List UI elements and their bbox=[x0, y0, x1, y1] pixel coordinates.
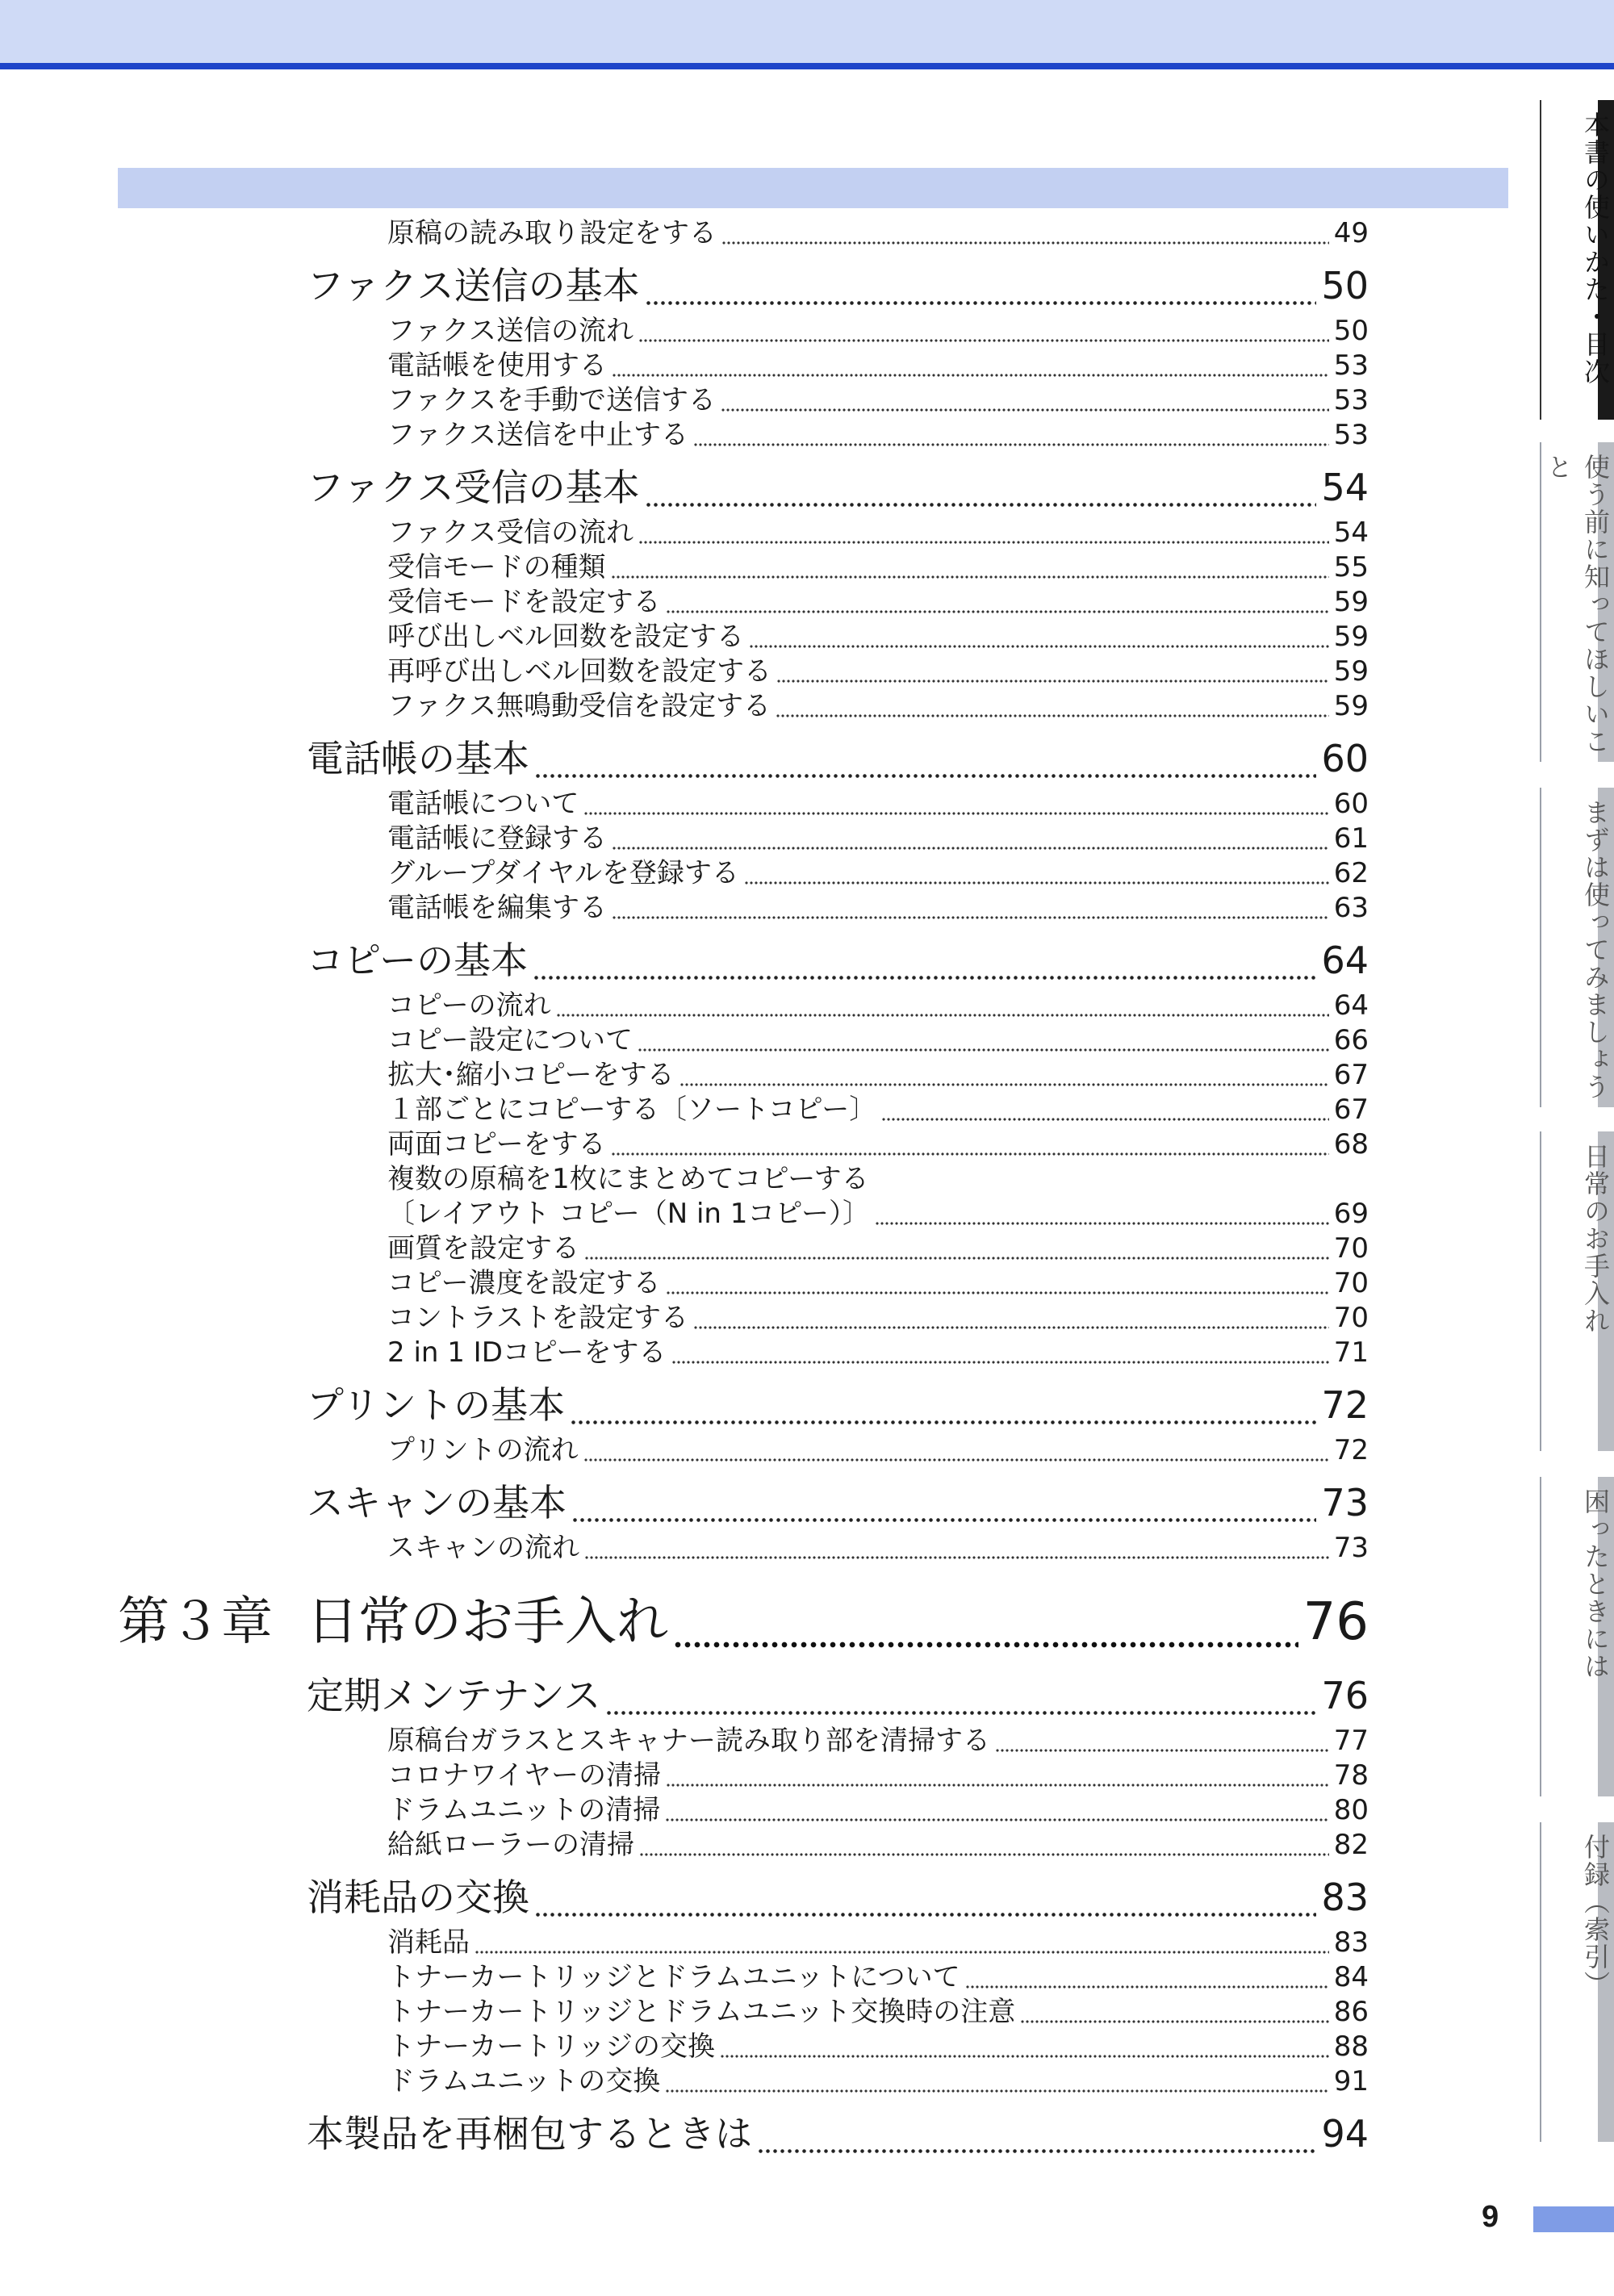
side-tab-label: 日常のお手入れ bbox=[1580, 1143, 1611, 1335]
toc-entry-sec[interactable] bbox=[118, 730, 1369, 787]
dot-leader bbox=[693, 1303, 1329, 1330]
top-accent-line bbox=[0, 63, 1614, 69]
toc-entry-sub[interactable] bbox=[118, 1266, 1369, 1301]
dot-leader bbox=[534, 742, 1316, 780]
toc-entry-page: 49 bbox=[1333, 217, 1369, 249]
toc-entry-page: 76 bbox=[1321, 1674, 1369, 1717]
toc-entry-sub[interactable] bbox=[118, 1828, 1369, 1863]
toc-entry-page: 60 bbox=[1333, 788, 1369, 820]
toc-entry-page: 80 bbox=[1333, 1794, 1369, 1826]
toc-entry-title: コピーの流れ bbox=[387, 989, 551, 1022]
toc-entry-sub[interactable] bbox=[118, 349, 1369, 383]
toc-entry-sub[interactable] bbox=[118, 1023, 1369, 1058]
side-tab[interactable] bbox=[1540, 442, 1614, 762]
toc-entry-title: 電話帳を編集する bbox=[387, 892, 607, 924]
toc-entry-page: 53 bbox=[1333, 384, 1369, 416]
toc-entry-page: 91 bbox=[1333, 2065, 1369, 2097]
toc-entry-title: ドラムユニットの清掃 bbox=[387, 1794, 661, 1826]
dot-leader bbox=[666, 1268, 1329, 1295]
toc-entry-sec[interactable] bbox=[118, 932, 1369, 989]
toc-entry-page: 62 bbox=[1333, 857, 1369, 889]
toc-entry-chap[interactable] bbox=[118, 1583, 1369, 1661]
toc-entry-page: 64 bbox=[1321, 939, 1369, 982]
toc-entry-page: 61 bbox=[1333, 822, 1369, 855]
toc-entry-sec[interactable] bbox=[118, 1869, 1369, 1926]
top-band bbox=[0, 0, 1614, 65]
toc-entry-sub[interactable] bbox=[118, 620, 1369, 655]
toc-entry-title: ドラムユニットの交換 bbox=[387, 2065, 661, 2097]
toc-entry-title: トナーカートリッジとドラムユニットについて bbox=[387, 1961, 960, 1993]
toc-entry-sub[interactable] bbox=[118, 2064, 1369, 2099]
toc-entry-title: 電話帳の基本 bbox=[307, 737, 529, 780]
dot-leader bbox=[570, 1389, 1316, 1426]
toc-entry-page: 71 bbox=[1333, 1336, 1369, 1369]
toc-entry-sub[interactable] bbox=[118, 655, 1369, 689]
toc-entry-sub[interactable] bbox=[118, 1793, 1369, 1828]
dot-leader bbox=[612, 823, 1329, 851]
chapter-number: 第３章 bbox=[118, 1592, 273, 1652]
toc-entry-sub[interactable] bbox=[118, 2030, 1369, 2064]
dot-leader bbox=[881, 1094, 1329, 1122]
dot-leader bbox=[584, 1533, 1329, 1560]
dot-leader bbox=[671, 1337, 1329, 1365]
toc-entry-page: 78 bbox=[1333, 1759, 1369, 1792]
toc-entry-title: コピー設定について bbox=[387, 1024, 633, 1056]
toc-entry-sub[interactable] bbox=[118, 1995, 1369, 2030]
toc-entry-title: グループダイヤルを登録する bbox=[387, 857, 739, 889]
toc-entry-page: 59 bbox=[1333, 690, 1369, 722]
toc-entry-sub[interactable] bbox=[118, 550, 1369, 585]
toc-entry-sub[interactable] bbox=[118, 1232, 1369, 1266]
dot-leader bbox=[638, 517, 1329, 545]
side-tab[interactable] bbox=[1540, 1822, 1614, 2142]
dot-leader bbox=[534, 1881, 1316, 1918]
toc-entry-title: プリントの基本 bbox=[307, 1383, 566, 1427]
toc-entry-sub[interactable] bbox=[118, 585, 1369, 620]
dot-leader bbox=[645, 270, 1317, 307]
dot-leader bbox=[749, 621, 1329, 649]
toc-entry-page: 77 bbox=[1333, 1725, 1369, 1757]
dot-leader bbox=[721, 385, 1329, 412]
dot-leader bbox=[645, 471, 1317, 508]
toc-entry-title: コピー濃度を設定する bbox=[387, 1267, 661, 1299]
toc-entry-sub[interactable] bbox=[118, 856, 1369, 891]
toc-entry-sub[interactable] bbox=[118, 314, 1369, 349]
toc-entry-page: 67 bbox=[1333, 1094, 1369, 1126]
toc-entry-title: プリントの流れ bbox=[387, 1434, 579, 1466]
toc-entry-sub[interactable] bbox=[118, 1336, 1369, 1370]
toc-entry-sub[interactable] bbox=[118, 1960, 1369, 1995]
toc-entry-page: 53 bbox=[1333, 419, 1369, 451]
toc-entry-sub[interactable] bbox=[118, 516, 1369, 550]
toc-entry-sub[interactable] bbox=[118, 689, 1369, 724]
dot-leader bbox=[744, 858, 1329, 885]
toc-entry-page: 54 bbox=[1321, 466, 1369, 509]
dot-leader bbox=[693, 420, 1329, 447]
toc-entry-title: ファクスを手動で送信する bbox=[387, 384, 716, 416]
toc-entry-sec[interactable] bbox=[118, 1377, 1369, 1433]
toc-entry-page: 68 bbox=[1333, 1128, 1369, 1161]
toc-entry-title: 本製品を再梱包するときは bbox=[307, 2112, 752, 2156]
side-tab[interactable] bbox=[1540, 1477, 1614, 1796]
dot-leader bbox=[995, 1725, 1329, 1753]
toc-entry-page: 94 bbox=[1321, 2112, 1369, 2156]
toc-entry-page: 76 bbox=[1302, 1592, 1369, 1652]
toc-entry-title: スキャンの流れ bbox=[387, 1532, 579, 1564]
dot-leader bbox=[571, 1487, 1316, 1524]
toc-entry-sec[interactable] bbox=[118, 1474, 1369, 1531]
toc-entry-page: 72 bbox=[1321, 1383, 1369, 1427]
toc-entry-title: 電話帳について bbox=[387, 788, 579, 820]
toc-entry-sub[interactable] bbox=[118, 1531, 1369, 1566]
toc-entry-title: 消耗品の交換 bbox=[307, 1876, 529, 1919]
toc-entry-sub[interactable] bbox=[118, 418, 1369, 453]
toc-entry-sec[interactable] bbox=[118, 257, 1369, 314]
dot-leader bbox=[875, 1198, 1329, 1226]
toc-entry-title: 電話帳を使用する bbox=[387, 349, 607, 382]
page-number: 9 bbox=[1482, 2200, 1499, 2234]
dot-leader bbox=[612, 893, 1329, 920]
toc-entry-sub[interactable] bbox=[118, 383, 1369, 418]
dot-leader bbox=[965, 1962, 1329, 1989]
toc-entry-sub[interactable] bbox=[118, 1724, 1369, 1759]
toc-entry-title: 原稿台ガラスとスキャナー読み取り部を清掃する bbox=[387, 1725, 990, 1757]
toc-entry-title: 再呼び出しベル回数を設定する bbox=[387, 655, 771, 688]
toc-entry-title: 画質を設定する bbox=[387, 1232, 579, 1265]
toc-entry-page: 88 bbox=[1333, 2030, 1369, 2063]
side-tab-label: まずは使ってみましょう bbox=[1580, 799, 1611, 1101]
toc-entry-sub[interactable] bbox=[118, 216, 1369, 251]
toc-entry-page: 55 bbox=[1333, 551, 1369, 583]
toc-entry-page: 66 bbox=[1333, 1024, 1369, 1056]
toc-entry-page: 67 bbox=[1333, 1059, 1369, 1091]
dot-leader bbox=[666, 587, 1329, 614]
toc-entry-sub[interactable] bbox=[118, 1197, 1369, 1232]
dot-leader bbox=[776, 691, 1329, 718]
dot-leader bbox=[475, 1927, 1329, 1955]
toc-entry-page: 59 bbox=[1333, 621, 1369, 653]
toc-entry-title: ファクス送信を中止する bbox=[387, 419, 688, 451]
toc-entry-title: ファクス受信の基本 bbox=[307, 466, 640, 509]
toc-entry-title: 両面コピーをする bbox=[387, 1128, 606, 1161]
toc-entry-page: 86 bbox=[1333, 1996, 1369, 2028]
toc-entry-page: 83 bbox=[1321, 1876, 1369, 1919]
toc-entry-title: 複数の原稿を1枚にまとめてコピーする bbox=[387, 1163, 869, 1195]
page-number-bar bbox=[1533, 2206, 1614, 2232]
toc-entry-title: ファクス無鳴動受信を設定する bbox=[387, 690, 771, 722]
dot-leader bbox=[673, 1598, 1298, 1650]
toc-entry-title: 日常のお手入れ bbox=[307, 1592, 668, 1652]
side-tab-label: 付録（索引） bbox=[1580, 1834, 1611, 1998]
dot-leader bbox=[665, 2066, 1328, 2093]
toc-entry-title: 呼び出しベル回数を設定する bbox=[387, 621, 744, 653]
side-tab[interactable] bbox=[1540, 100, 1614, 420]
toc-entry-title: 拡大･縮小コピーをする bbox=[387, 1059, 675, 1091]
dot-leader bbox=[757, 2118, 1316, 2155]
dot-leader bbox=[605, 1679, 1316, 1717]
toc-entry-sub[interactable] bbox=[118, 1926, 1369, 1960]
toc-entry-page: 50 bbox=[1321, 264, 1369, 307]
toc-entry-title: トナーカートリッジの交換 bbox=[387, 2030, 715, 2063]
toc-entry-title: 消耗品 bbox=[387, 1926, 470, 1959]
toc-entry-page: 70 bbox=[1333, 1267, 1369, 1299]
toc-entry-title: トナーカートリッジとドラムユニット交換時の注意 bbox=[387, 1996, 1016, 2028]
dot-leader bbox=[584, 1233, 1329, 1261]
toc-entry-title: コントラストを設定する bbox=[387, 1302, 688, 1334]
toc-entry-page: 82 bbox=[1333, 1829, 1369, 1861]
side-tab-label: 困ったときには bbox=[1580, 1488, 1611, 1680]
dot-leader bbox=[665, 1795, 1328, 1822]
dot-leader bbox=[583, 788, 1328, 816]
dot-leader bbox=[721, 218, 1329, 245]
section-header-bar bbox=[118, 168, 1508, 208]
toc-entry-page: 70 bbox=[1333, 1302, 1369, 1334]
dot-leader bbox=[1020, 1997, 1328, 2024]
toc-entry-title: コピーの基本 bbox=[307, 939, 529, 982]
toc-entry-title: 電話帳に登録する bbox=[387, 822, 607, 855]
dot-leader bbox=[556, 990, 1329, 1018]
toc-entry-sub[interactable] bbox=[118, 822, 1369, 856]
dot-leader bbox=[583, 1435, 1329, 1462]
dot-leader bbox=[611, 1129, 1329, 1156]
toc-entry-title: 〔レイアウト コピー（N in 1コピー）〕 bbox=[387, 1198, 871, 1230]
toc-entry-title: 2 in 1 IDコピーをする bbox=[387, 1336, 667, 1369]
dot-leader bbox=[612, 350, 1329, 378]
toc-entry-sub[interactable] bbox=[118, 989, 1369, 1023]
toc-entry-sec[interactable] bbox=[118, 459, 1369, 516]
toc-entry-title: コロナワイヤーの清掃 bbox=[387, 1759, 661, 1792]
toc-entry-title: ファクス送信の基本 bbox=[307, 264, 640, 307]
toc-entry-sub[interactable] bbox=[118, 1093, 1369, 1127]
toc-entry-page: 70 bbox=[1333, 1232, 1369, 1265]
table-of-contents bbox=[118, 216, 1369, 2162]
toc-entry-title: 受信モードを設定する bbox=[387, 586, 661, 618]
toc-entry-page: 53 bbox=[1333, 349, 1369, 382]
toc-entry-sub[interactable] bbox=[118, 787, 1369, 822]
dot-leader bbox=[720, 2031, 1329, 2059]
toc-entry-page: 73 bbox=[1333, 1532, 1369, 1564]
toc-entry-title: ファクス受信の流れ bbox=[387, 516, 633, 549]
toc-entry-sub[interactable] bbox=[118, 1301, 1369, 1336]
toc-entry-title: 給紙ローラーの清掃 bbox=[387, 1829, 634, 1861]
toc-entry-page: 83 bbox=[1333, 1926, 1369, 1959]
toc-entry-page: 50 bbox=[1333, 315, 1369, 347]
toc-entry-sub[interactable] bbox=[118, 1433, 1369, 1468]
toc-entry-title: ファクス送信の流れ bbox=[387, 315, 633, 347]
dot-leader bbox=[776, 656, 1329, 684]
dot-leader bbox=[611, 552, 1329, 579]
dot-leader bbox=[666, 1760, 1329, 1788]
toc-entry-line1[interactable] bbox=[118, 1162, 1369, 1197]
dot-leader bbox=[533, 944, 1316, 981]
side-tab-label: 本書の使いかた･目次 bbox=[1580, 111, 1611, 386]
toc-entry-page: 63 bbox=[1333, 892, 1369, 924]
side-tab[interactable] bbox=[1540, 1131, 1614, 1451]
toc-entry-sec[interactable] bbox=[118, 1667, 1369, 1724]
toc-entry-sub[interactable] bbox=[118, 1058, 1369, 1093]
toc-entry-page: 72 bbox=[1333, 1434, 1369, 1466]
toc-entry-sec[interactable] bbox=[118, 2106, 1369, 2162]
toc-entry-page: 69 bbox=[1333, 1198, 1369, 1230]
toc-entry-sub[interactable] bbox=[118, 1127, 1369, 1162]
dot-leader bbox=[679, 1060, 1329, 1087]
toc-entry-page: 59 bbox=[1333, 655, 1369, 688]
toc-entry-page: 60 bbox=[1321, 737, 1369, 780]
dot-leader bbox=[638, 316, 1329, 343]
toc-entry-sub[interactable] bbox=[118, 1759, 1369, 1793]
dot-leader bbox=[638, 1025, 1329, 1052]
toc-entry-page: 59 bbox=[1333, 586, 1369, 618]
toc-entry-title: 受信モードの種類 bbox=[387, 551, 606, 583]
toc-entry-page: 64 bbox=[1333, 989, 1369, 1022]
side-tab[interactable] bbox=[1540, 788, 1614, 1107]
toc-entry-page: 54 bbox=[1333, 516, 1369, 549]
toc-entry-title: １部ごとにコピーする〔ソートコピー〕 bbox=[387, 1094, 877, 1126]
toc-entry-title: 定期メンテナンス bbox=[307, 1674, 601, 1717]
dot-leader bbox=[639, 1830, 1329, 1857]
toc-entry-title: 原稿の読み取り設定をする bbox=[387, 217, 717, 249]
side-tab-label: 使う前に知ってほしいこと bbox=[1543, 454, 1611, 755]
toc-entry-title: スキャンの基本 bbox=[307, 1481, 567, 1524]
toc-entry-page: 73 bbox=[1321, 1481, 1369, 1524]
toc-entry-sub[interactable] bbox=[118, 891, 1369, 926]
toc-entry-page: 84 bbox=[1333, 1961, 1369, 1993]
